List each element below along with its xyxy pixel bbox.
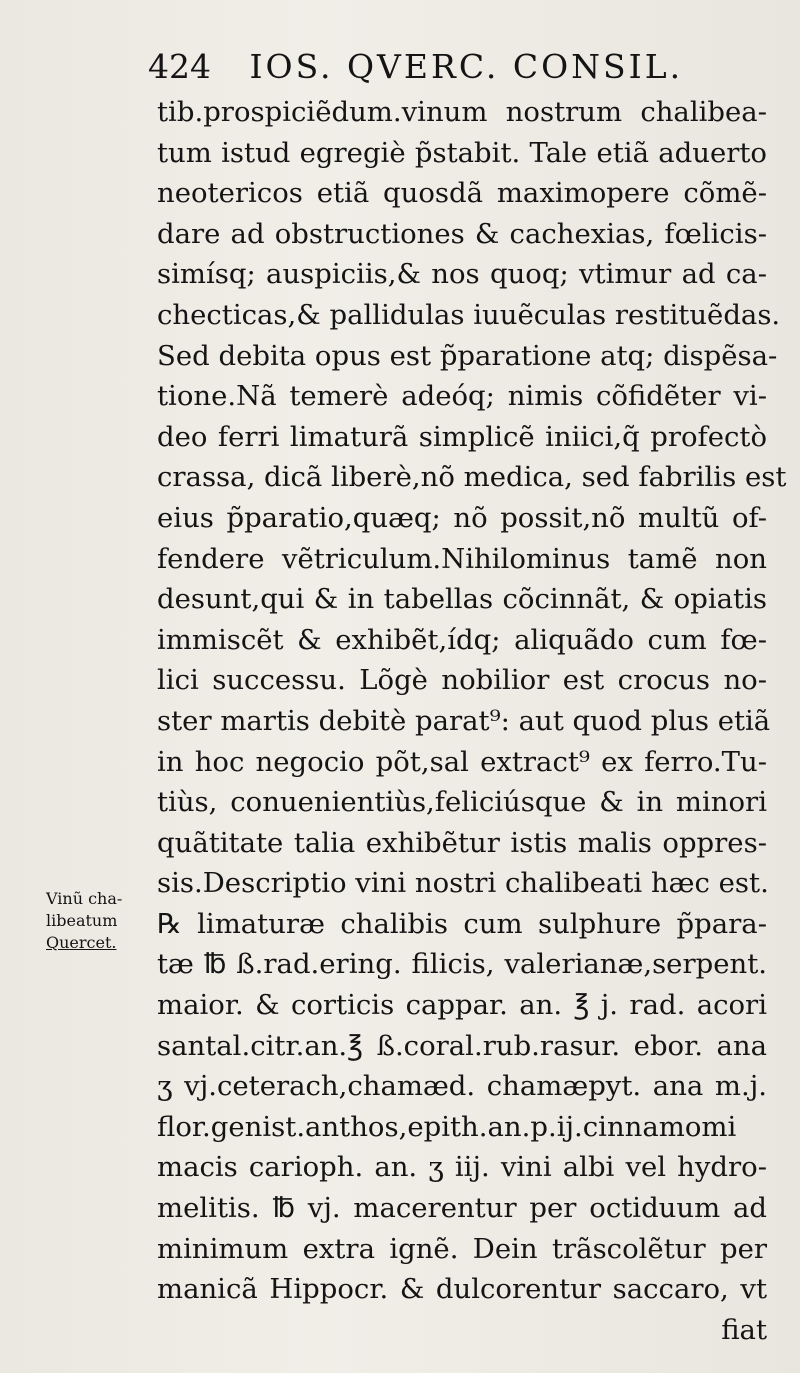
text-line: eius p̃paratio,quæq; nõ possit,nõ multũ of- (157, 501, 767, 534)
margin-note (46, 888, 156, 954)
text-line: minimum extra ignẽ. Dein trãscolẽtur per (157, 1232, 767, 1265)
margin-note-line: Quercet. (46, 933, 117, 952)
text-line: tæ ℔ ß.rad.ering. filicis, valerianæ,serpent. (157, 948, 767, 981)
text-line: deo ferri limaturã simplicẽ iniici,q̃ profectò (157, 420, 767, 453)
text-line: ʒ vj.ceterach,chamæd. chamæpyt. ana m.j. (157, 1070, 767, 1103)
text-line: maior. & corticis cappar. an. ℥ j. rad. acori (157, 989, 767, 1022)
text-line: desunt,qui & in tabellas cõcinnãt, & opiatis (157, 583, 767, 616)
text-line: simísq; auspiciis,& nos quoq; vtimur ad ca- (157, 258, 767, 291)
page-header (148, 42, 768, 92)
text-line: flor.genist.anthos,epith.an.p.ij.cinnamomi (157, 1110, 737, 1143)
text-line: quãtitate talia exhibẽtur istis malis oppres- (157, 826, 767, 859)
text-line: santal.citr.an.℥ ß.coral.rub.rasur. ebor. ana (157, 1029, 767, 1062)
running-title: IOS. QVERC. CONSIL. (249, 47, 684, 86)
text-line: ℞ limaturæ chalibis cum sulphure p̃para- (157, 907, 767, 940)
text-line: lici successu. Lõgè nobilior est crocus no- (157, 664, 767, 697)
catchword: fiat (721, 1313, 767, 1346)
text-line: in hoc negocio põt,sal extract⁹ ex ferro.Tu- (157, 745, 767, 778)
text-line: crassa, dicã liberè,nõ medica, sed fabrilis est (157, 461, 787, 494)
text-line: macis carioph. an. ʒ iij. vini albi vel hydro- (157, 1151, 767, 1184)
text-line: neotericos etiã quosdã maximopere cõmẽ- (157, 177, 767, 210)
text-line: ster martis debitè parat⁹: aut quod plus etiã (157, 704, 771, 737)
text-line: tum istud egregiè p̃stabit. Tale etiã aduerto (157, 136, 767, 169)
text-line: Sed debita opus est p̃paratione atq; dispẽsa- (157, 339, 778, 372)
margin-note-line: Vinũ cha- (46, 889, 123, 908)
text-line: immiscẽt & exhibẽt,ídq; aliquãdo cum fœ- (157, 623, 767, 656)
text-line: dare ad obstructiones & cachexias, fœlicis- (157, 217, 767, 250)
text-line: melitis. ℔ vj. macerentur per octiduum ad (157, 1192, 767, 1225)
text-line: manicã Hippocr. & dulcorentur saccaro, vt (157, 1273, 767, 1306)
text-line: fendere vẽtriculum.Nihilominus tamẽ non (157, 542, 767, 575)
text-line: sis.Descriptio vini nostri chalibeati hæc est. (157, 867, 769, 900)
text-line: tib.prospiciẽdum.vinum nostrum chalibea- (157, 96, 767, 128)
main-text (157, 92, 787, 1350)
margin-note-line: libeatum (46, 911, 118, 930)
text-line: checticas,& pallidulas iuuẽculas restituẽdas. (157, 298, 781, 331)
page-number: 424 (148, 47, 211, 86)
text-line: tione.Nã temerè adeóq; nimis cõfidẽter vi- (157, 380, 767, 413)
text-line: tiùs, conuenientiùs,feliciúsque & in minori (157, 786, 767, 819)
